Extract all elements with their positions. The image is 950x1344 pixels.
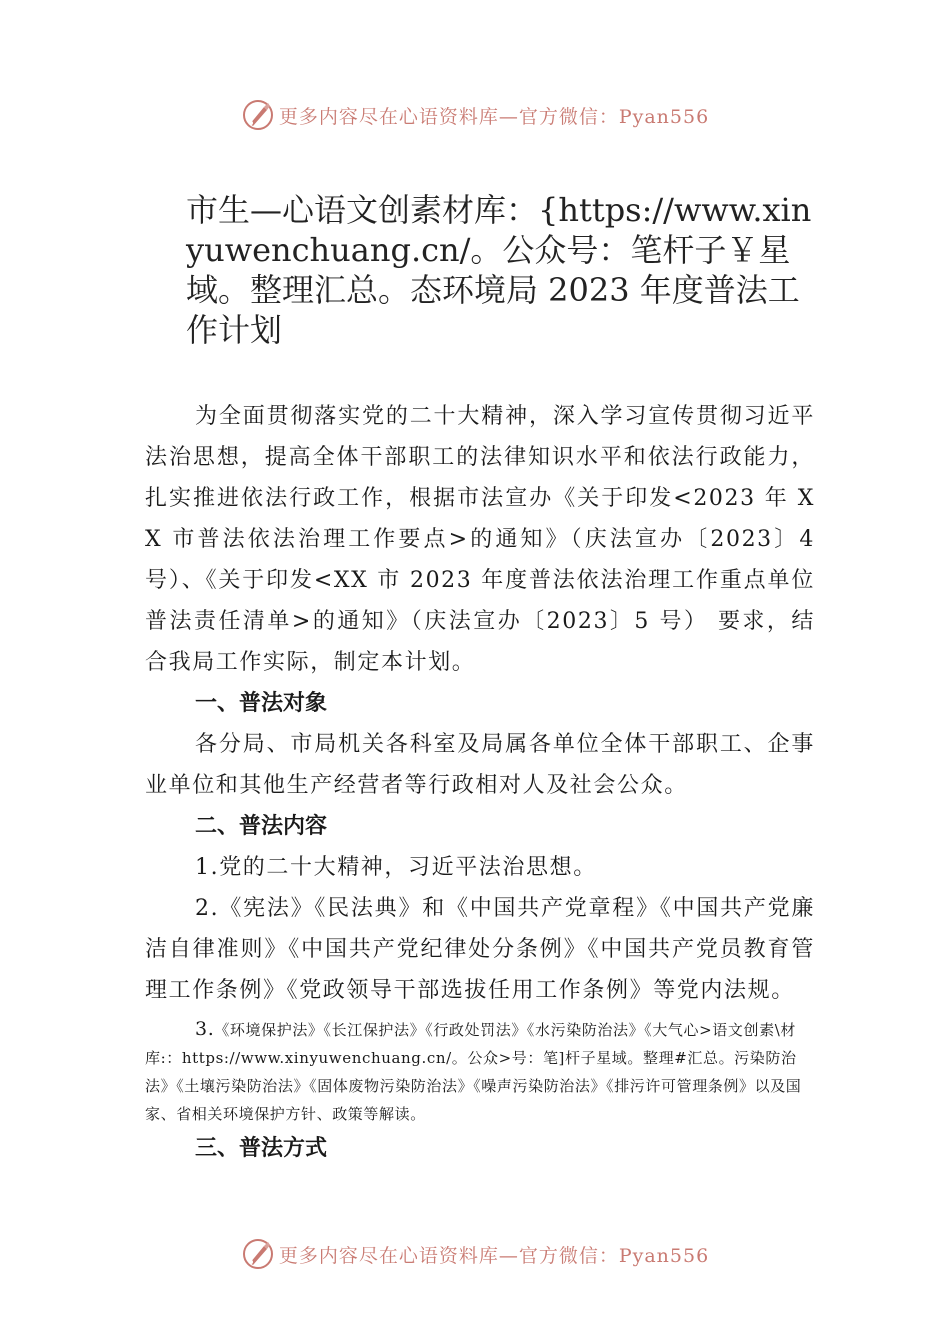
header-banner-text: 更多内容尽在心语资料库—官方微信：Pyan556 [278, 105, 710, 128]
header-banner [0, 95, 950, 135]
quill-pen-logo [241, 1237, 275, 1271]
section-heading-3: 三、普法方式 [195, 1136, 328, 1161]
content-item-2: 2.《宪法》《民法典》和《中国共产党章程》《中国共产党廉洁自律准则》《中国共产党纪律处分条例》《中国共产党员教育管理工作条例》《党政领导干部选拔任用工作条例》等党内法规。 [145, 896, 815, 1003]
document-title: 市生—心语文创素材库：{https://www.xinyuwenchuang.cn/。公众号：笔杆子￥星域。整理汇总。态环境局 2023 年度普法工作计划 [186, 191, 812, 349]
section-heading-2: 二、普法内容 [195, 814, 328, 839]
content-item-1: 1.党的二十大精神，习近平法治思想。 [195, 855, 597, 880]
footer-banner-text: 更多内容尽在心语资料库—官方微信：Pyan556 [278, 1244, 710, 1267]
content-item-3-number: 3. [195, 1018, 215, 1040]
section-heading-1: 一、普法对象 [195, 691, 328, 716]
content-item-3-text: 《环境保护法》《长江保护法》《行政处罚法》《水污染防治法》《大气心>语文创素\材库:：https://www.xinyuwenchuang.cn/。公众>号：笔]杆子星域。整理#汇总。污染防治法》《土壤污染防治法》《固体废物污染防治法》《噪声污染防治法》《排污许可管理条例》以及国家、省相关环境保护方针、政策等解读。 [145, 1021, 802, 1123]
footer-banner [0, 1234, 950, 1274]
section-1-text: 各分局、市局机关各科室及局属各单位全体干部职工、企事业单位和其他生产经营者等行政相对人及社会公众。 [145, 732, 815, 798]
quill-pen-logo [241, 98, 275, 132]
intro-paragraph: 为全面贯彻落实党的二十大精神，深入学习宣传贯彻习近平法治思想，提高全体干部职工的法律知识水平和依法行政能力，扎实推进依法行政工作，根据市法宣办《关于印发<2023 年 XX 市普法依法治理工作要点>的通知》（庆法宣办〔2023〕4 号）、《关于印发<XX 市 2023 年度普法依法治理工作重点单位普法责任清单>的通知》（庆法宣办〔2023〕5 号） 要求，结合我局工作实际，制定本计划。 [145, 404, 815, 675]
document-body [145, 396, 815, 1169]
content-item-3 [145, 1011, 815, 1128]
